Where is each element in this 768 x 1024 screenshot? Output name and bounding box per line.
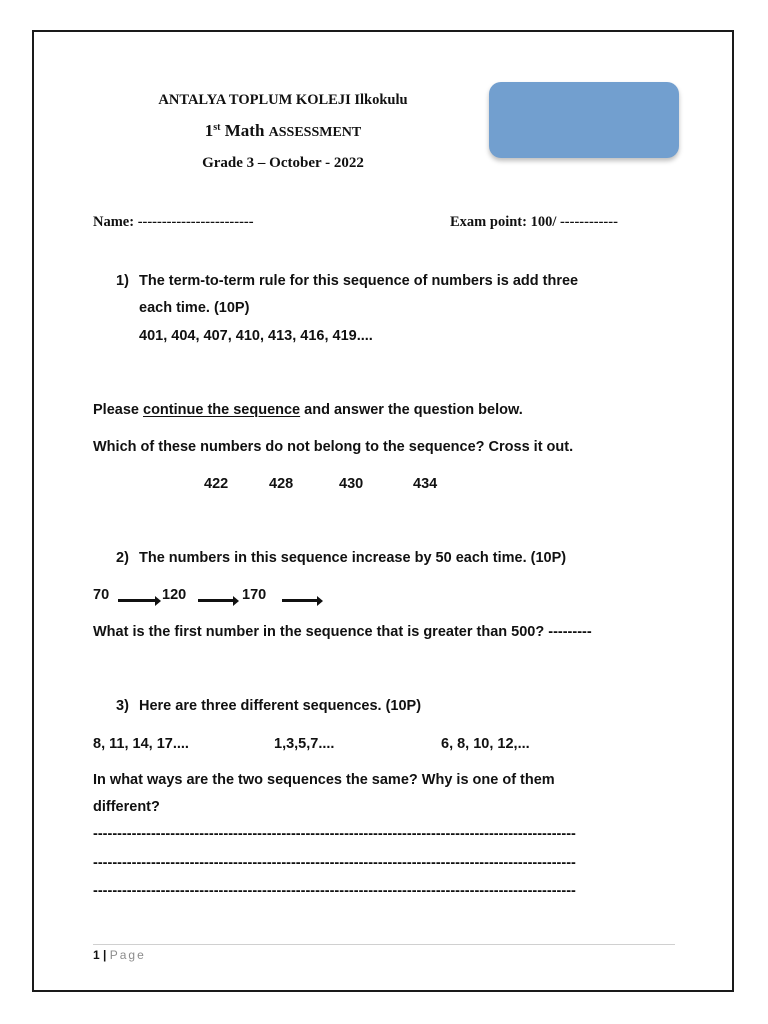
- answer-line: ----------------------------------------------------------------------------------------------------: [93, 855, 576, 871]
- q2-seq-item: 70: [93, 587, 110, 603]
- q1-line1: The term-to-term rule for this sequence of numbers is add three: [139, 273, 579, 289]
- q3-sequence: 1,3,5,7....: [274, 736, 335, 752]
- q3-line1: Here are three different sequences. (10P): [139, 698, 422, 714]
- name-field: Name: ------------------------: [93, 214, 254, 230]
- q1-number: 1): [116, 273, 129, 289]
- q2-question: What is the first number in the sequence that is greater than 500? ---------: [93, 624, 592, 640]
- answer-line: ----------------------------------------------------------------------------------------------------: [93, 826, 576, 842]
- answer-line: ----------------------------------------------------------------------------------------------------: [93, 883, 576, 899]
- q3-question-line1: In what ways are the two sequences the same? Why is one of them: [93, 772, 555, 788]
- underlined-text: continue the sequence: [143, 402, 301, 418]
- logo-placeholder-box: [489, 82, 679, 158]
- footer-rule: [93, 944, 675, 945]
- q1-option: 430: [339, 476, 364, 492]
- arrow-icon: [198, 599, 234, 602]
- q1-line2: each time. (10P): [139, 300, 250, 316]
- q3-sequence: 8, 11, 14, 17....: [93, 736, 189, 752]
- q1-instruction: Please continue the sequence and answer the question below.: [93, 402, 523, 418]
- page-border: [32, 30, 734, 992]
- q2-seq-item: 120: [162, 587, 187, 603]
- school-name: ANTALYA TOPLUM KOLEJI Ilkokulu: [158, 92, 408, 108]
- q2-seq-item: 170: [242, 587, 267, 603]
- q1-option: 428: [269, 476, 294, 492]
- assessment-title: 1st Math ASSESSMENT: [204, 121, 362, 140]
- q3-question-line2: different?: [93, 799, 160, 815]
- q1-option: 434: [413, 476, 438, 492]
- q1-sequence: 401, 404, 407, 410, 413, 416, 419....: [139, 328, 373, 344]
- arrow-icon: [282, 599, 318, 602]
- page-number: 1: [93, 948, 100, 962]
- q2-number: 2): [116, 550, 129, 566]
- q3-number: 3): [116, 698, 129, 714]
- page-label: Page: [109, 948, 146, 962]
- q2-line1: The numbers in this sequence increase by 50 each time. (10P): [139, 550, 567, 566]
- page-footer: 1 | Page: [93, 948, 146, 962]
- exam-point-field: Exam point: 100/ ------------: [450, 214, 618, 230]
- grade-line: Grade 3 – October - 2022: [202, 155, 364, 171]
- q3-sequence: 6, 8, 10, 12,...: [441, 736, 530, 752]
- arrow-icon: [118, 599, 156, 602]
- q1-option: 422: [204, 476, 229, 492]
- q1-question: Which of these numbers do not belong to the sequence? Cross it out.: [93, 439, 574, 455]
